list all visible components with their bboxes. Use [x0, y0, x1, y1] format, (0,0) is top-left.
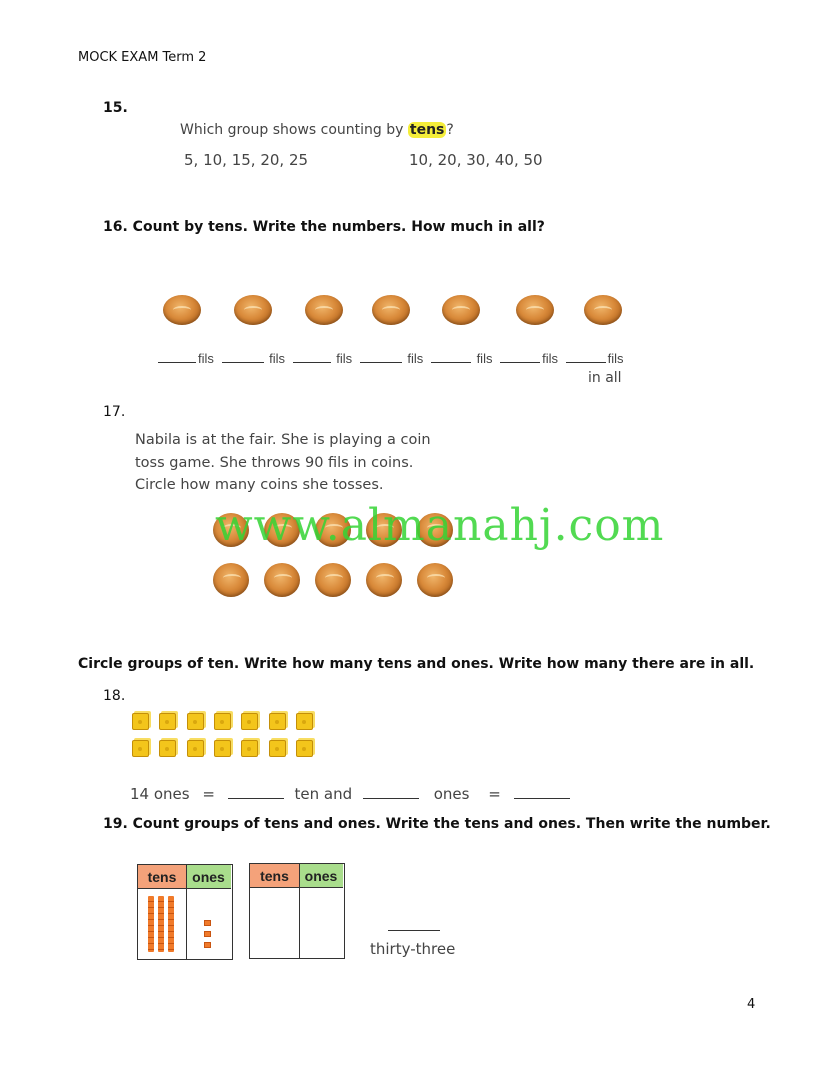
- q16-answer-row: [158, 350, 627, 366]
- tens-answer-cell[interactable]: [252, 890, 296, 954]
- answer-blank[interactable]: [431, 350, 471, 363]
- unit-cube-icon[interactable]: [241, 740, 258, 757]
- ten-rod-icon: [148, 896, 154, 952]
- equals-sign: =: [202, 785, 215, 803]
- ten-rod-icon: [168, 896, 174, 952]
- fils-label: fils: [476, 351, 493, 366]
- column-divider: [299, 864, 300, 958]
- q17-text: [135, 429, 431, 497]
- fils-label: fils: [336, 351, 353, 366]
- answer-blank[interactable]: [500, 350, 540, 363]
- unit-cube-icon[interactable]: [159, 740, 176, 757]
- one-cube-icon: [204, 942, 211, 948]
- unit-cube-icon[interactable]: [132, 713, 149, 730]
- fils-label: fils: [607, 351, 624, 366]
- unit-cube-icon[interactable]: [296, 713, 313, 730]
- q15-prompt-after: ?: [446, 122, 454, 138]
- coin-icon[interactable]: [417, 563, 453, 597]
- tens-header: tens: [138, 865, 186, 889]
- ones-header: ones: [299, 864, 343, 888]
- place-value-table-answer: [249, 863, 345, 959]
- coin-icon: [584, 295, 622, 325]
- coin-icon: [305, 295, 343, 325]
- answer-blank[interactable]: [360, 350, 402, 363]
- unit-cube-icon[interactable]: [214, 740, 231, 757]
- q18-ones-count: 14 ones: [130, 785, 190, 803]
- watermark: www.almanahj.com: [215, 500, 665, 551]
- coin-icon: [372, 295, 410, 325]
- q16-in-all: in all: [588, 370, 622, 386]
- ones-answer-blank[interactable]: [363, 786, 419, 799]
- coin-icon: [163, 295, 201, 325]
- one-cube-icon: [204, 931, 211, 937]
- question-18-number: 18.: [103, 688, 126, 704]
- total-answer-blank[interactable]: [514, 786, 570, 799]
- unit-cube-icon[interactable]: [241, 713, 258, 730]
- answer-blank[interactable]: [222, 350, 264, 363]
- coin-icon[interactable]: [264, 563, 300, 597]
- column-divider: [186, 865, 187, 959]
- answer-blank[interactable]: [566, 350, 606, 363]
- q15-prompt-before: Which group shows counting by: [180, 122, 408, 138]
- equals-sign: =: [488, 785, 501, 803]
- answer-blank[interactable]: [293, 350, 331, 363]
- number-answer-blank[interactable]: [388, 930, 440, 931]
- ones-header: ones: [186, 865, 231, 889]
- ones-label: ones: [433, 785, 470, 803]
- fils-label: fils: [269, 351, 286, 366]
- question-17-number: 17.: [103, 404, 126, 420]
- question-15-prompt: [180, 122, 454, 138]
- unit-cube-icon[interactable]: [132, 740, 149, 757]
- unit-cube-icon[interactable]: [214, 713, 231, 730]
- one-cube-icon: [204, 920, 211, 926]
- unit-cube-icon[interactable]: [269, 713, 286, 730]
- fils-label: fils: [407, 351, 424, 366]
- q17-line-2: toss game. She throws 90 fils in coins.: [135, 454, 414, 471]
- unit-cube-icon[interactable]: [296, 740, 313, 757]
- coin-icon[interactable]: [366, 563, 402, 597]
- question-15-number: 15.: [103, 100, 128, 116]
- coin-icon[interactable]: [315, 563, 351, 597]
- coin-icon: [234, 295, 272, 325]
- fils-label: fils: [198, 351, 214, 366]
- question-16-title: 16. Count by tens. Write the numbers. How much in all?: [103, 219, 545, 235]
- q19-word-number: thirty-three: [370, 940, 456, 958]
- q18-equation: [130, 785, 570, 803]
- q15-option-b[interactable]: 10, 20, 30, 40, 50: [409, 151, 543, 169]
- q15-highlight-tens: tens: [409, 122, 445, 138]
- unit-cube-icon[interactable]: [269, 740, 286, 757]
- answer-blank[interactable]: [158, 350, 196, 363]
- coin-icon: [516, 295, 554, 325]
- coin-icon[interactable]: [213, 563, 249, 597]
- ten-rod-icon: [158, 896, 164, 952]
- question-19-title: 19. Count groups of tens and ones. Write the tens and ones. Then write the number.: [103, 816, 771, 832]
- q17-line-3: Circle how many coins she tosses.: [135, 477, 384, 493]
- place-value-table-model: [137, 864, 233, 960]
- section-instruction: Circle groups of ten. Write how many tens and ones. Write how many there are in all.: [78, 656, 755, 672]
- ones-answer-cell[interactable]: [302, 890, 342, 954]
- q17-line-1: Nabila is at the fair. She is playing a coin: [135, 432, 431, 448]
- page-header: MOCK EXAM Term 2: [78, 50, 207, 65]
- tens-header: tens: [250, 864, 299, 888]
- page-number: 4: [747, 997, 756, 1012]
- coin-icon: [442, 295, 480, 325]
- tens-answer-blank[interactable]: [228, 786, 284, 799]
- unit-cube-icon[interactable]: [159, 713, 176, 730]
- unit-cube-icon[interactable]: [187, 713, 204, 730]
- fils-label: fils: [542, 351, 558, 366]
- ten-and-label: ten and: [294, 785, 353, 803]
- unit-cube-icon[interactable]: [187, 740, 204, 757]
- q15-option-a[interactable]: 5, 10, 15, 20, 25: [184, 151, 309, 169]
